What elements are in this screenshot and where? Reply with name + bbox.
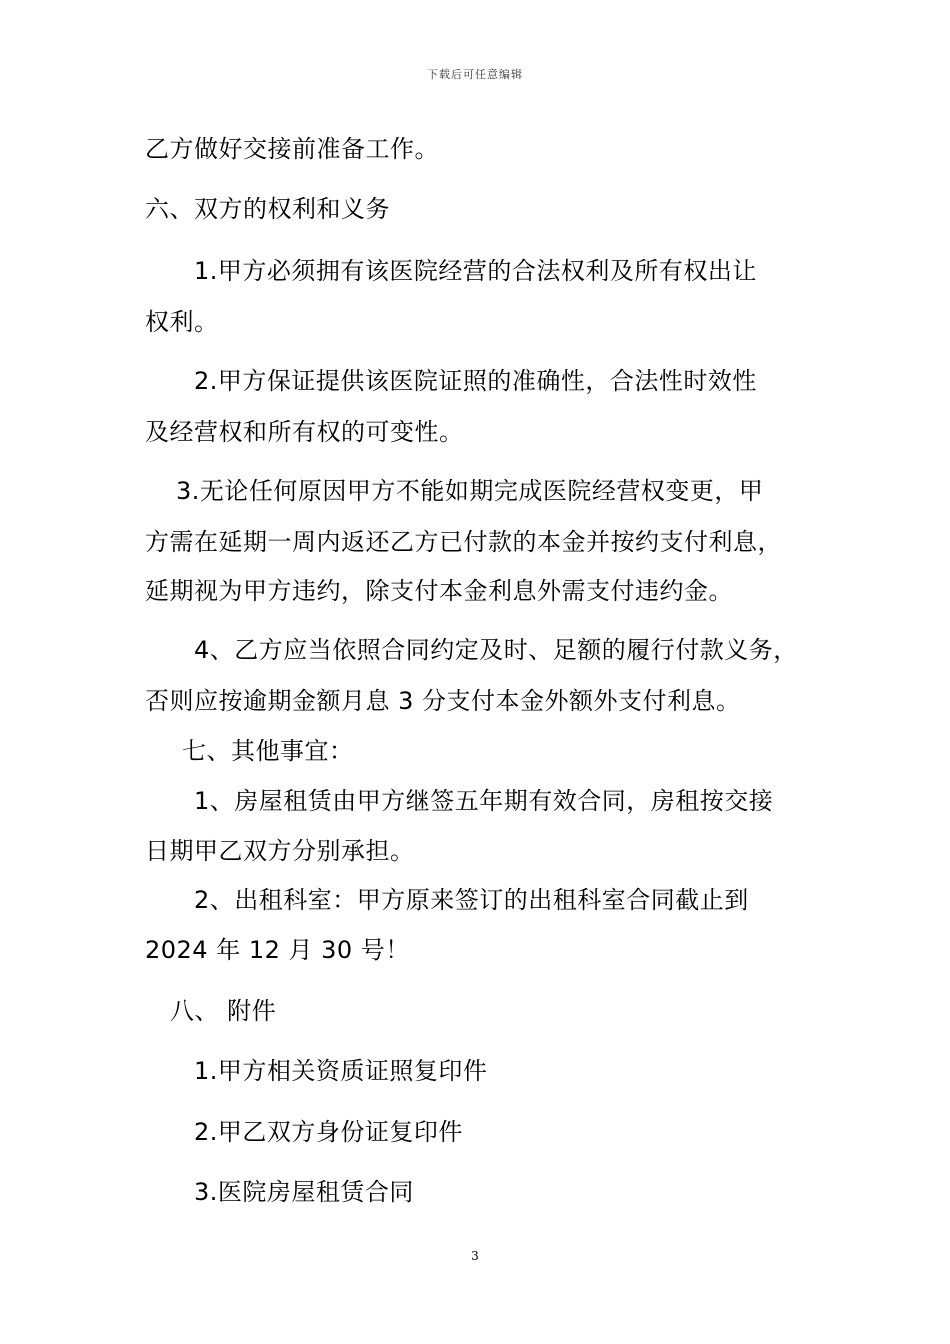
attachment-item: 3.医院房屋租赁合同	[194, 1178, 414, 1206]
page-header: 下载后可任意编辑	[427, 68, 523, 81]
paragraph-line: 1.甲方必须拥有该医院经营的合法权利及所有权出让	[194, 257, 757, 285]
paragraph-line: 延期视为甲方违约，除支付本金利息外需支付违约金。	[145, 577, 733, 605]
paragraph-line: 权利。	[145, 308, 219, 336]
paragraph-line: 2.甲方保证提供该医院证照的准确性，合法性时效性	[194, 367, 757, 395]
paragraph-line: 及经营权和所有权的可变性。	[145, 418, 464, 446]
paragraph-line: 2024 年 12 月 30 号！	[145, 936, 410, 964]
section-heading-other: 七、其他事宜：	[182, 737, 354, 765]
section-heading-rights: 六、双方的权利和义务	[145, 195, 390, 223]
paragraph-line: 2、出租科室：甲方原来签订的出租科室合同截止到	[194, 886, 749, 914]
paragraph-line: 4、乙方应当依照合同约定及时、足额的履行付款义务，	[194, 636, 798, 664]
paragraph-line: 日期甲乙双方分别承担。	[145, 837, 415, 865]
attachment-item: 1.甲方相关资质证照复印件	[194, 1057, 488, 1085]
paragraph-line: 1、房屋租赁由甲方继签五年期有效合同，房租按交接	[194, 787, 774, 815]
page-number: 3	[471, 1249, 479, 1263]
paragraph-line: 否则应按逾期金额月息 3 分支付本金外额外支付利息。	[145, 687, 741, 715]
paragraph-line: 3.无论任何原因甲方不能如期完成医院经营权变更，甲	[176, 477, 764, 505]
section-heading-attachments: 八、 附件	[170, 997, 277, 1025]
paragraph-line: 方需在延期一周内返还乙方已付款的本金并按约支付利息，	[145, 528, 782, 556]
paragraph-line: 乙方做好交接前准备工作。	[145, 135, 439, 163]
attachment-item: 2.甲乙双方身份证复印件	[194, 1118, 463, 1146]
